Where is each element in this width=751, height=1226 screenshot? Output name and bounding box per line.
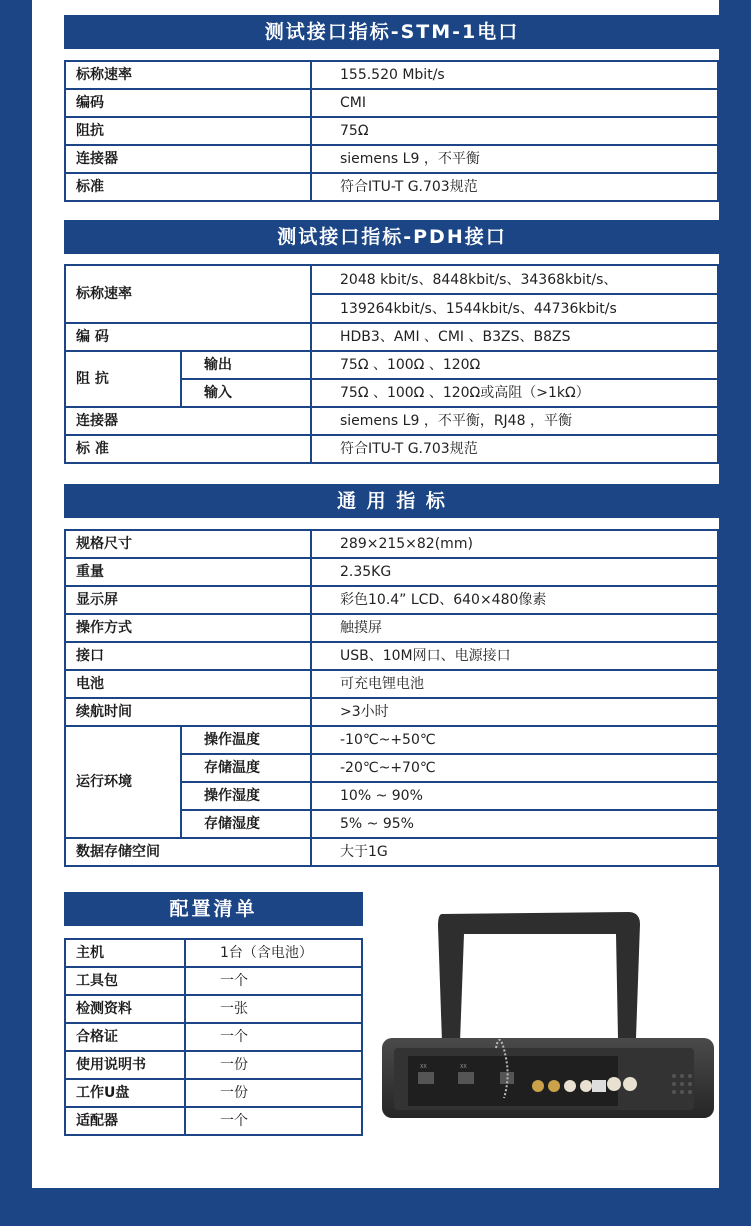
table-row [65, 838, 718, 866]
item-name: 主机 [65, 939, 185, 967]
table-row [65, 323, 718, 351]
spec-value: 符合ITU-T G.703规范 [311, 435, 718, 463]
table-row [65, 698, 718, 726]
handle [438, 912, 640, 1042]
spec-value: CMI [311, 89, 718, 117]
spec-subkey: 输出 [181, 351, 311, 379]
spec-value: 彩色10.4” LCD、640×480像素 [311, 586, 718, 614]
bnc-connector [532, 1080, 544, 1092]
spec-value: USB、10M网口、电源接口 [311, 642, 718, 670]
spec-subkey: 操作湿度 [181, 782, 311, 810]
spec-key: 数据存储空间 [65, 838, 311, 866]
item-qty: 一个 [185, 967, 362, 995]
table-row [65, 670, 718, 698]
spec-key: 标称速率 [65, 265, 311, 323]
spec-value: siemens L9 ，不平衡 [311, 145, 718, 173]
spec-value: 75Ω 、100Ω 、120Ω [311, 351, 718, 379]
spec-key: 电池 [65, 670, 311, 698]
spec-key: 阻抗 [65, 117, 311, 145]
table-row [65, 967, 362, 995]
spec-value: 75Ω 、100Ω 、120Ω或高阻（>1kΩ） [311, 379, 718, 407]
general-table [64, 529, 719, 867]
item-qty: 一张 [185, 995, 362, 1023]
table-row [65, 530, 718, 558]
table-row [65, 145, 718, 173]
spec-key: 标称速率 [65, 61, 311, 89]
spec-key: 规格尺寸 [65, 530, 311, 558]
spec-value: siemens L9 ，不平衡，RJ48 ，平衡 [311, 407, 718, 435]
bnc-connector [580, 1080, 592, 1092]
spec-key: 编 码 [65, 323, 311, 351]
table-row [65, 117, 718, 145]
bnc-connector [623, 1077, 637, 1091]
item-name: 工具包 [65, 967, 185, 995]
item-name: 适配器 [65, 1107, 185, 1135]
spec-key: 显示屏 [65, 586, 311, 614]
table-row [65, 435, 718, 463]
spec-key: 运行环境 [65, 726, 181, 838]
spec-value: 2.35KG [311, 558, 718, 586]
spec-key: 操作方式 [65, 614, 311, 642]
item-name: 工作U盘 [65, 1079, 185, 1107]
spec-value: 289×215×82(mm) [311, 530, 718, 558]
spec-key: 连接器 [65, 407, 311, 435]
bnc-connector [548, 1080, 560, 1092]
spec-value: 2048 kbit/s、8448kbit/s、34368kbit/s、 [311, 265, 718, 294]
spec-value: 可充电锂电池 [311, 670, 718, 698]
spec-value: HDB3、AMI 、CMI 、B3ZS、B8ZS [311, 323, 718, 351]
item-name: 检测资料 [65, 995, 185, 1023]
table-row [65, 1107, 362, 1135]
table-row [65, 351, 718, 379]
spec-value: 10% ~ 90% [311, 782, 718, 810]
spec-value: 符合ITU-T G.703规范 [311, 173, 718, 201]
spec-value: 155.520 Mbit/s [311, 61, 718, 89]
table-row [65, 939, 362, 967]
spec-value: -10℃~+50℃ [311, 726, 718, 754]
table-row [65, 61, 718, 89]
spec-value: 75Ω [311, 117, 718, 145]
spec-subkey: 存储湿度 [181, 810, 311, 838]
spec-value: >3小时 [311, 698, 718, 726]
table-row [65, 173, 718, 201]
spec-value: 5% ~ 95% [311, 810, 718, 838]
spec-value: 139264kbit/s、1544kbit/s、44736kbit/s [311, 294, 718, 323]
spec-value: -20℃~+70℃ [311, 754, 718, 782]
table-row [65, 89, 718, 117]
pdh-header: 测试接口指标-PDH接口 [64, 220, 720, 254]
table-row [65, 558, 718, 586]
spec-key: 连接器 [65, 145, 311, 173]
item-name: 使用说明书 [65, 1051, 185, 1079]
table-row [65, 586, 718, 614]
spec-subkey: 输入 [181, 379, 311, 407]
speaker-grill [672, 1074, 692, 1094]
spec-key: 标 准 [65, 435, 311, 463]
table-row [65, 407, 718, 435]
spec-value: 大于1G [311, 838, 718, 866]
spec-key: 接口 [65, 642, 311, 670]
device-photo [378, 908, 718, 1124]
table-row [65, 1023, 362, 1051]
bnc-connector [564, 1080, 576, 1092]
item-qty: 1台（含电池） [185, 939, 362, 967]
spec-key: 阻 抗 [65, 351, 181, 407]
table-row [65, 1079, 362, 1107]
table-row [65, 265, 718, 294]
spec-subkey: 操作温度 [181, 726, 311, 754]
config-header: 配置清单 [64, 892, 363, 926]
item-name: 合格证 [65, 1023, 185, 1051]
table-row [65, 995, 362, 1023]
item-qty: 一个 [185, 1107, 362, 1135]
item-qty: 一份 [185, 1051, 362, 1079]
spec-key: 编码 [65, 89, 311, 117]
table-row [65, 642, 718, 670]
spec-key: 标准 [65, 173, 311, 201]
spec-value: 触摸屏 [311, 614, 718, 642]
pdh-table [64, 264, 719, 464]
general-header: 通 用 指 标 [64, 484, 720, 518]
stm1-table [64, 60, 719, 202]
bnc-connector [607, 1077, 621, 1091]
rj48-port [592, 1080, 606, 1092]
port-label: XX [420, 1064, 427, 1070]
port-label: XX [460, 1064, 467, 1070]
stm1-header: 测试接口指标-STM-1电口 [64, 15, 720, 49]
item-qty: 一个 [185, 1023, 362, 1051]
spec-subkey: 存储温度 [181, 754, 311, 782]
spec-key: 重量 [65, 558, 311, 586]
table-row [65, 1051, 362, 1079]
table-row [65, 726, 718, 754]
config-table [64, 938, 363, 1136]
item-qty: 一份 [185, 1079, 362, 1107]
table-row [65, 614, 718, 642]
spec-key: 续航时间 [65, 698, 311, 726]
